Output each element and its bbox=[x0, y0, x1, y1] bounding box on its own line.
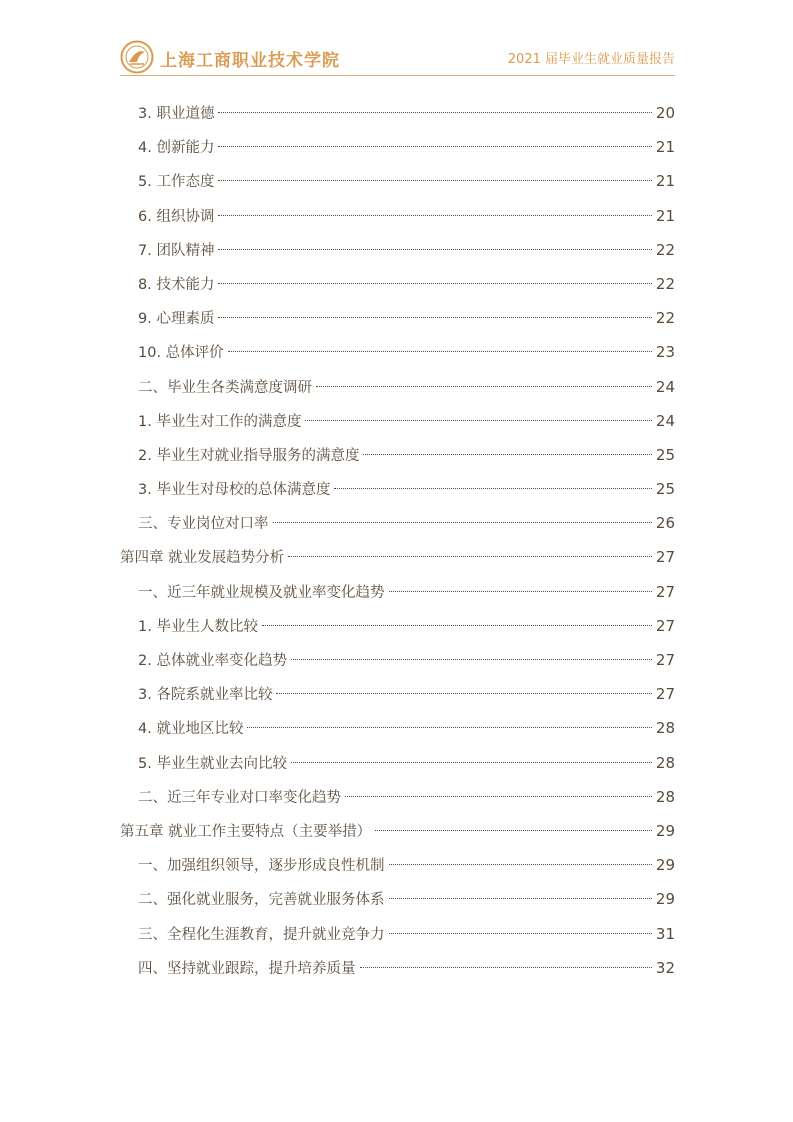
toc-dot-leader bbox=[334, 488, 651, 489]
toc-dot-leader bbox=[273, 522, 652, 523]
toc-entry-page: 25 bbox=[655, 480, 675, 499]
toc-entry[interactable] bbox=[120, 233, 675, 267]
toc-entry-page: 25 bbox=[655, 445, 675, 464]
toc-dot-leader bbox=[389, 898, 652, 899]
toc-entry-page: 28 bbox=[655, 787, 675, 806]
toc-dot-leader bbox=[247, 727, 651, 728]
toc-entry[interactable] bbox=[120, 882, 675, 916]
toc-entry[interactable] bbox=[120, 609, 675, 643]
toc-entry-label: 第五章 就业工作主要特点（主要举措） bbox=[120, 823, 372, 840]
toc-entry[interactable] bbox=[120, 643, 675, 677]
toc-dot-leader bbox=[363, 454, 651, 455]
toc-entry-label: 3. 毕业生对母校的总体满意度 bbox=[138, 482, 331, 499]
toc-entry[interactable] bbox=[120, 438, 675, 472]
toc-entry-label: 10. 总体评价 bbox=[138, 345, 224, 362]
toc-entry-page: 32 bbox=[655, 958, 675, 977]
toc-entry[interactable] bbox=[120, 472, 675, 506]
toc-entry-label: 5. 毕业生就业去向比较 bbox=[138, 755, 287, 772]
page-header bbox=[120, 36, 675, 76]
report-title: 2021 届毕业生就业质量报告 bbox=[507, 52, 675, 67]
toc-entry-label: 第四章 就业发展趋势分析 bbox=[120, 550, 285, 567]
toc-entry[interactable] bbox=[120, 780, 675, 814]
toc-entry-label: 二、近三年专业对口率变化趋势 bbox=[138, 789, 341, 806]
toc-entry-page: 26 bbox=[655, 514, 675, 533]
toc-entry-label: 4. 就业地区比较 bbox=[138, 721, 244, 738]
toc-entry-label: 三、专业岗位对口率 bbox=[138, 516, 269, 533]
toc-entry-page: 22 bbox=[655, 240, 675, 259]
toc-entry-label: 9. 心理素质 bbox=[138, 311, 215, 328]
toc-entry-page: 22 bbox=[655, 274, 675, 293]
toc-dot-leader bbox=[218, 146, 651, 147]
toc-dot-leader bbox=[218, 249, 651, 250]
toc-dot-leader bbox=[288, 556, 652, 557]
toc-entry-page: 29 bbox=[655, 856, 675, 875]
toc-entry-page: 22 bbox=[655, 309, 675, 328]
toc-entry-page: 21 bbox=[655, 172, 675, 191]
toc-entry[interactable] bbox=[120, 199, 675, 233]
toc-entry-label: 1. 毕业生人数比较 bbox=[138, 618, 258, 635]
toc-entry-label: 6. 组织协调 bbox=[138, 208, 215, 225]
toc-entry[interactable] bbox=[120, 267, 675, 301]
toc-entry-label: 3. 职业道德 bbox=[138, 106, 215, 122]
toc-entry[interactable] bbox=[120, 506, 675, 540]
toc-entry[interactable] bbox=[120, 164, 675, 198]
toc-dot-leader bbox=[228, 351, 652, 352]
toc-dot-leader bbox=[360, 967, 652, 968]
toc-dot-leader bbox=[375, 830, 652, 831]
toc-dot-leader bbox=[276, 693, 651, 694]
toc-entry-label: 一、近三年就业规模及就业率变化趋势 bbox=[138, 584, 385, 601]
toc-dot-leader bbox=[291, 659, 652, 660]
toc-dot-leader bbox=[291, 762, 652, 763]
toc-dot-leader bbox=[218, 317, 651, 318]
toc-entry-page: 29 bbox=[655, 890, 675, 909]
toc-entry-page: 28 bbox=[655, 719, 675, 738]
toc-entry[interactable] bbox=[120, 677, 675, 711]
toc-entry[interactable] bbox=[120, 848, 675, 882]
toc-entry[interactable] bbox=[120, 301, 675, 335]
toc-entry-label: 4. 创新能力 bbox=[138, 140, 215, 157]
toc-dot-leader bbox=[316, 386, 652, 387]
toc-dot-leader bbox=[389, 933, 652, 934]
toc-entry-label: 2. 总体就业率变化趋势 bbox=[138, 653, 287, 669]
toc-dot-leader bbox=[389, 864, 652, 865]
toc-entry-page: 27 bbox=[655, 616, 675, 635]
toc-entry[interactable] bbox=[120, 335, 675, 369]
toc-dot-leader bbox=[345, 796, 652, 797]
toc-dot-leader bbox=[389, 591, 652, 592]
toc-entry-page: 24 bbox=[655, 411, 675, 430]
toc-entry[interactable] bbox=[120, 814, 675, 848]
toc-entry-page: 23 bbox=[655, 343, 675, 362]
toc-entry[interactable] bbox=[120, 370, 675, 404]
toc-entry-page: 27 bbox=[655, 582, 675, 601]
toc-entry-page: 31 bbox=[655, 924, 675, 943]
toc-entry-label: 二、毕业生各类满意度调研 bbox=[138, 379, 312, 396]
toc-entry-page: 24 bbox=[655, 377, 675, 396]
toc-entry-page: 20 bbox=[655, 104, 675, 122]
toc-entry-label: 7. 团队精神 bbox=[138, 242, 215, 259]
toc-entry-page: 21 bbox=[655, 206, 675, 225]
toc-entry[interactable] bbox=[120, 746, 675, 780]
toc-entry-label: 二、强化就业服务，完善就业服务体系 bbox=[138, 892, 385, 909]
toc-dot-leader bbox=[218, 215, 651, 216]
toc-entry[interactable] bbox=[120, 130, 675, 164]
toc-entry-page: 27 bbox=[655, 548, 675, 567]
toc-entry[interactable] bbox=[120, 96, 675, 130]
toc-dot-leader bbox=[218, 283, 651, 284]
toc-dot-leader bbox=[305, 420, 651, 421]
toc-entry[interactable] bbox=[120, 540, 675, 574]
toc-entry-page: 27 bbox=[655, 651, 675, 669]
toc-dot-leader bbox=[262, 625, 652, 626]
toc-dot-leader bbox=[218, 112, 651, 113]
toc-entry-label: 8. 技术能力 bbox=[138, 276, 215, 293]
toc-entry-label: 1. 毕业生对工作的满意度 bbox=[138, 413, 302, 430]
toc-entry-label: 3. 各院系就业率比较 bbox=[138, 687, 273, 704]
toc-dot-leader bbox=[218, 180, 651, 181]
toc-entry-label: 2. 毕业生对就业指导服务的满意度 bbox=[138, 447, 360, 464]
toc-entry[interactable] bbox=[120, 711, 675, 745]
toc-entry[interactable] bbox=[120, 575, 675, 609]
toc-entry-page: 21 bbox=[655, 138, 675, 157]
header-divider bbox=[120, 75, 675, 76]
toc-entry-label: 一、加强组织领导，逐步形成良性机制 bbox=[138, 858, 385, 875]
toc-entry-label: 四、坚持就业跟踪，提升培养质量 bbox=[138, 960, 356, 977]
toc-entry-page: 27 bbox=[655, 685, 675, 704]
toc-entry[interactable] bbox=[120, 404, 675, 438]
toc-entry-page: 29 bbox=[655, 821, 675, 840]
toc-entry-label: 三、全程化生涯教育，提升就业竞争力 bbox=[138, 926, 385, 943]
table-of-contents bbox=[120, 96, 675, 985]
toc-entry[interactable] bbox=[120, 917, 675, 951]
toc-entry[interactable] bbox=[120, 951, 675, 985]
toc-entry-label: 5. 工作态度 bbox=[138, 174, 215, 191]
toc-entry-page: 28 bbox=[655, 753, 675, 772]
school-logo-icon bbox=[120, 40, 154, 74]
school-name: 上海工商职业技术学院 bbox=[160, 51, 340, 71]
